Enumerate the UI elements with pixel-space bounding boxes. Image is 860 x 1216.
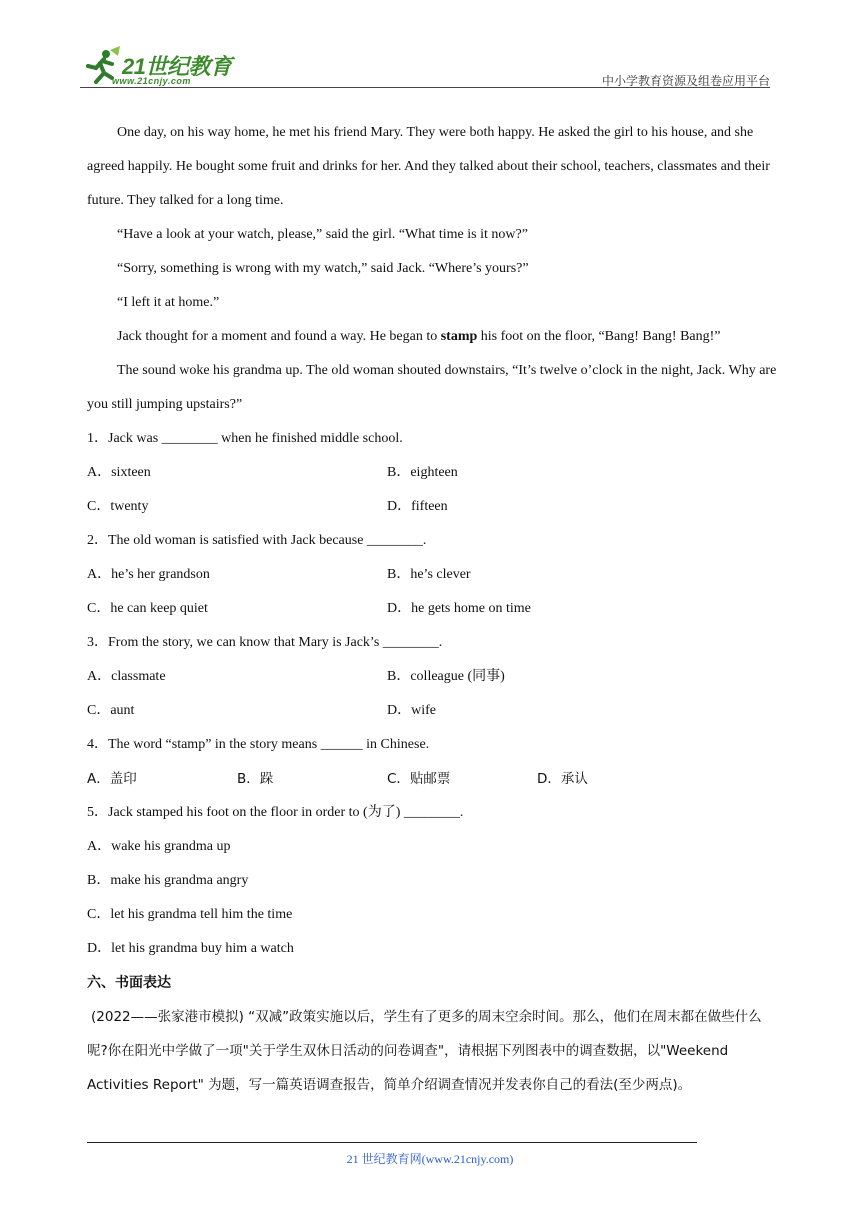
- question-2: [87, 524, 782, 626]
- question-4: [87, 728, 782, 796]
- option-c[interactable]: C．he can keep quiet: [87, 601, 208, 616]
- option-b[interactable]: B．he’s clever: [387, 567, 471, 582]
- option-c[interactable]: C．aunt: [87, 703, 135, 718]
- option-b[interactable]: B．eighteen: [387, 465, 458, 480]
- section-title: 六、书面表达: [87, 975, 171, 991]
- option-b[interactable]: B．colleague (同事): [387, 669, 505, 684]
- story-paragraph-1: One day, on his way home, he met his friend Mary. They were both happy. He asked the girl to his house, and she agreed happily. He bought some fruit and drinks for her. And they talked about their school, teachers, classmates and their future. They talked for a long time.: [87, 125, 770, 208]
- option-d[interactable]: D．let his grandma buy him a watch: [87, 941, 294, 956]
- option-c[interactable]: C．twenty: [87, 499, 149, 514]
- header-platform-text: 中小学教育资源及组卷应用平台: [601, 74, 770, 88]
- footer-divider: [87, 1142, 697, 1143]
- story-paragraph-6: The sound woke his grandma up. The old woman shouted downstairs, “It’s twelve o’clock in the night, Jack. Why are you still jumping upstairs?”: [87, 363, 777, 412]
- question-3: [87, 626, 782, 728]
- option-d[interactable]: D．wife: [387, 703, 436, 718]
- question-stem: 4．The word “stamp” in the story means ______ in Chinese.: [87, 737, 430, 752]
- question-stem: 2．The old woman is satisfied with Jack because ________.: [87, 533, 427, 548]
- story-p5-end: his foot on the floor, “Bang! Bang! Bang!”: [477, 329, 721, 344]
- option-a[interactable]: A．盖印: [87, 771, 137, 787]
- story-paragraph-4: “I left it at home.”: [117, 295, 220, 310]
- option-c[interactable]: C．let his grandma tell him the time: [87, 907, 293, 922]
- option-a[interactable]: A．sixteen: [87, 465, 151, 480]
- logo: [82, 44, 252, 88]
- footer-text: 21 世纪教育网(www.21cnjy.com): [346, 1152, 514, 1166]
- option-d[interactable]: D．承认: [537, 771, 588, 787]
- question-stem: 3．From the story, we can know that Mary is Jack’s ________.: [87, 635, 443, 650]
- story-paragraph-3: “Sorry, something is wrong with my watch,” said Jack. “Where’s yours?”: [117, 261, 529, 276]
- question-5: [87, 796, 782, 966]
- option-d[interactable]: D．he gets home on time: [387, 601, 531, 616]
- option-b[interactable]: B．make his grandma angry: [87, 873, 249, 888]
- option-a[interactable]: A．classmate: [87, 669, 166, 684]
- question-1: [87, 422, 782, 524]
- keyword-stamp: stamp: [440, 329, 478, 344]
- option-d[interactable]: D．fifteen: [387, 499, 448, 514]
- story-p5-start: Jack thought for a moment and found a way. He began to: [117, 329, 441, 344]
- essay-prompt: (2022——张家港市模拟) “双减”政策实施以后，学生有了更多的周末空余时间。那么，他们在周末都在做些什么呢?你在阳光中学做了一项"关于学生双休日活动的问卷调查"，请根据下列图表中的调查数据，以"Weekend Activities Report" 为题，写一篇英语调查报告，简单介绍调查情况并发表你自己的看法(至少两点)。: [87, 1009, 762, 1093]
- story-paragraph-2: “Have a look at your watch, please,” said the girl. “What time is it now?”: [117, 227, 528, 242]
- option-a[interactable]: A．he’s her grandson: [87, 567, 210, 582]
- header-divider: [80, 87, 770, 88]
- page-header: [80, 42, 770, 92]
- option-b[interactable]: B．跺: [237, 771, 274, 787]
- document-body: [87, 116, 782, 1102]
- question-stem: 5．Jack stamped his foot on the floor in order to (为了) ________.: [87, 805, 464, 820]
- logo-url: www.21cnjy.com: [112, 76, 191, 86]
- option-c[interactable]: C．贴邮票: [387, 771, 451, 787]
- option-a[interactable]: A．wake his grandma up: [87, 839, 231, 854]
- question-stem: 1．Jack was ________ when he finished middle school.: [87, 431, 403, 446]
- logo-text: 21世纪教育: [122, 54, 232, 79]
- story-paragraph-5: [87, 320, 782, 354]
